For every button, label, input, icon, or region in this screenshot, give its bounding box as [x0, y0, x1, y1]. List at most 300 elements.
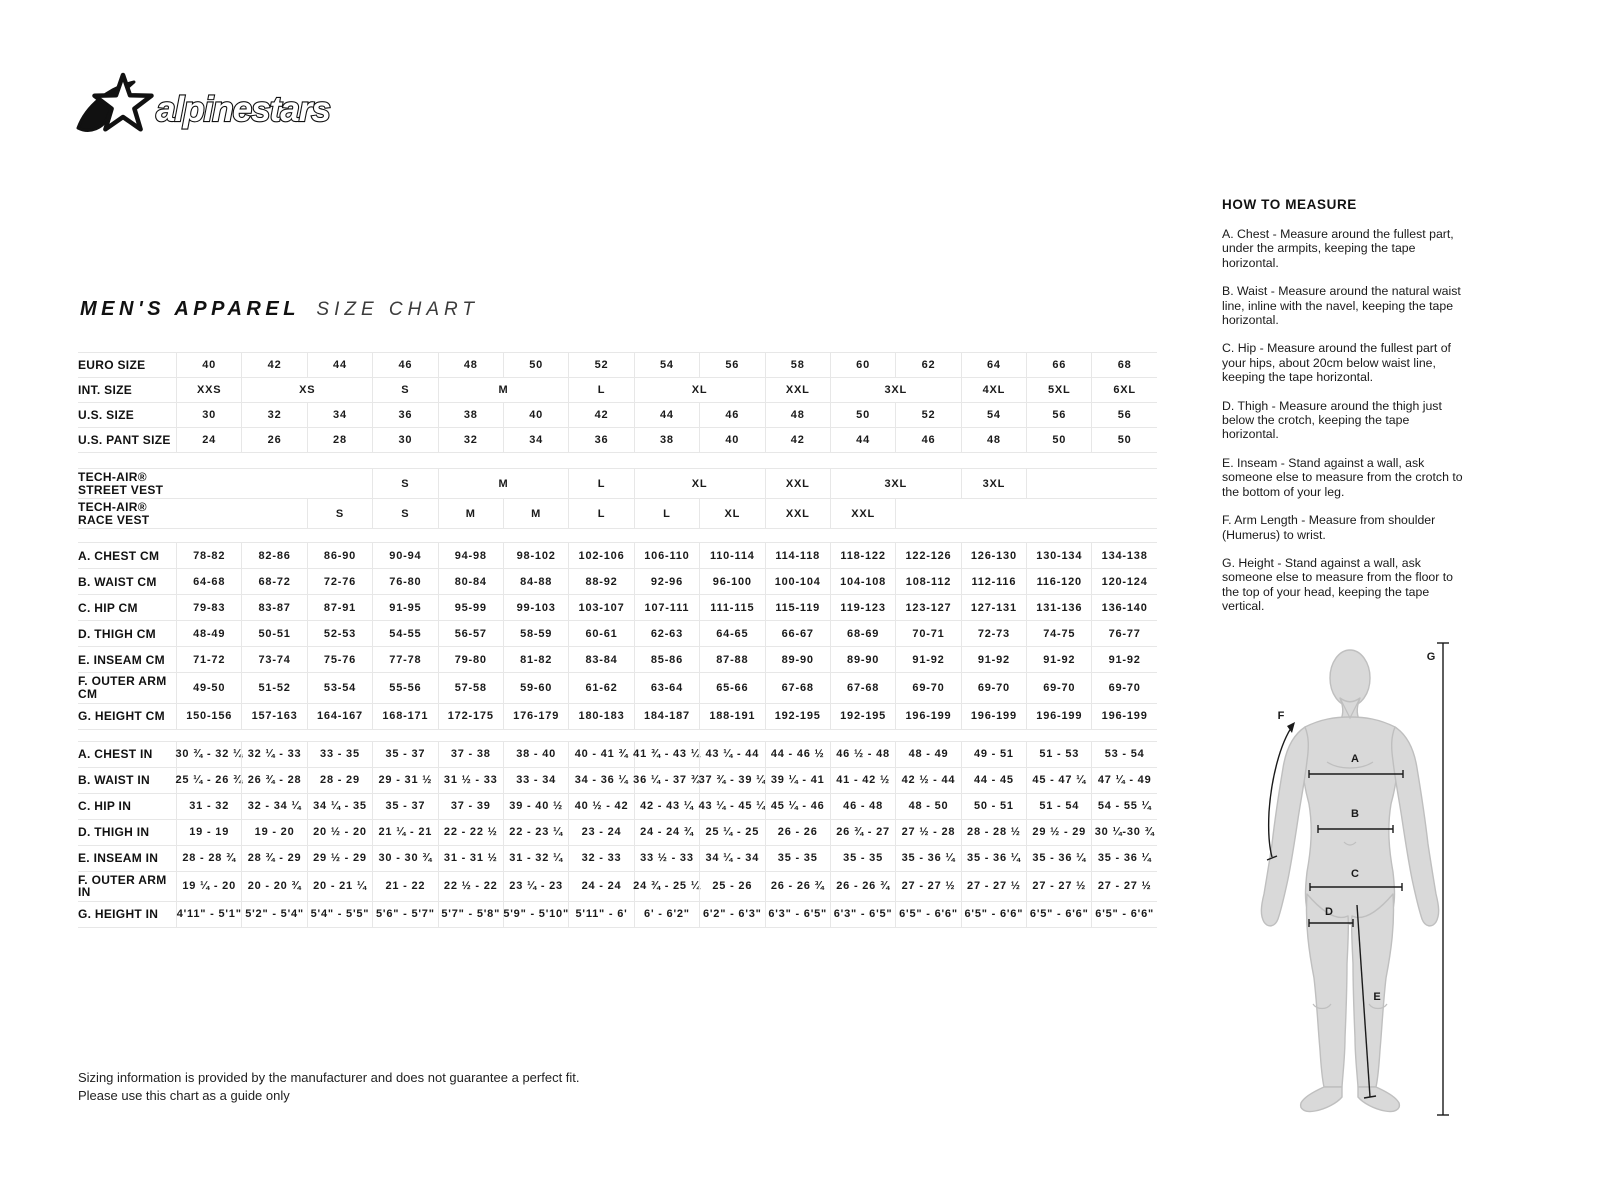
size-cell: 27 - 27 ½ — [895, 872, 960, 901]
row-label: E. INSEAM IN — [78, 850, 159, 865]
size-cell: 74-75 — [1026, 621, 1091, 646]
size-cell: 68-72 — [241, 569, 306, 594]
size-cell: XXL — [830, 499, 895, 528]
table-block — [78, 542, 1157, 729]
table-row — [78, 542, 1157, 568]
size-cell: 44 — [830, 428, 895, 452]
size-cell: 49 - 51 — [961, 742, 1026, 767]
table-row — [78, 845, 1157, 871]
label-arm-f: F — [1277, 710, 1285, 722]
how-to-measure-title: HOW TO MEASURE — [1222, 197, 1357, 212]
size-cell: 50 — [503, 353, 568, 377]
size-cell: 88-92 — [568, 569, 633, 594]
alpinestars-wordmark: alpinestars — [156, 90, 330, 129]
size-cell: 5XL — [1026, 378, 1091, 402]
table-row — [78, 377, 1157, 402]
size-cell: S — [372, 499, 437, 528]
size-cell: 66 — [1026, 353, 1091, 377]
label-thigh-d: D — [1325, 906, 1333, 918]
size-cell: 49-50 — [176, 673, 241, 702]
size-cell: 79-83 — [176, 595, 241, 620]
size-cell: 6XL — [1091, 378, 1156, 402]
size-cell: L — [568, 378, 633, 402]
size-cell: XL — [634, 469, 765, 498]
size-cell — [1026, 469, 1157, 498]
size-cell: 62-63 — [634, 621, 699, 646]
measure-instruction-arm: F. Arm Length - Measure from shoulder (Humerus) to wrist. — [1222, 513, 1436, 542]
size-cell: 64 — [961, 353, 1026, 377]
size-cell: 34 — [307, 403, 372, 427]
row-label: U.S. PANT SIZE — [78, 432, 171, 447]
table-row — [78, 703, 1157, 729]
size-cell: L — [568, 499, 633, 528]
footer-line-1: Sizing information is provided by the manufacturer and does not guarantee a perfect fit. — [78, 1070, 580, 1085]
table-row — [78, 646, 1157, 672]
size-cell: 5'11" - 6' — [568, 902, 633, 927]
size-cell: 5'7" - 5'8" — [438, 902, 503, 927]
size-cell — [176, 499, 307, 528]
size-cell: 91-92 — [1091, 647, 1156, 672]
size-cell: 45 - 47 ¼ — [1026, 768, 1091, 793]
size-cell: 32 — [241, 403, 306, 427]
row-label: C. HIP IN — [78, 798, 132, 813]
size-cell: 19 ¼ - 20 — [176, 872, 241, 901]
size-cell: 6'5" - 6'6" — [1091, 902, 1156, 927]
table-row — [78, 427, 1157, 452]
size-cell: 25 - 26 — [699, 872, 764, 901]
size-cell: M — [438, 469, 569, 498]
size-cell: 35 - 37 — [372, 742, 437, 767]
size-cell: 21 - 22 — [372, 872, 437, 901]
size-cell: 69-70 — [895, 673, 960, 702]
size-cell: 123-127 — [895, 595, 960, 620]
size-cell: 42 — [241, 353, 306, 377]
size-cell: 25 ¼ - 26 ¾ — [176, 768, 241, 793]
table-row — [78, 741, 1157, 767]
size-cell: 60-61 — [568, 621, 633, 646]
page-title — [80, 298, 479, 321]
row-label: B. WAIST CM — [78, 574, 157, 589]
size-cell: 30 — [176, 403, 241, 427]
size-cell: 131-136 — [1026, 595, 1091, 620]
size-cell: 70-71 — [895, 621, 960, 646]
size-cell: 80-84 — [438, 569, 503, 594]
size-cell: 5'9" - 5'10" — [503, 902, 568, 927]
row-label: E. INSEAM CM — [78, 652, 165, 667]
size-cell: 36 ¼ - 37 ¾ — [634, 768, 699, 793]
size-cell: 196-199 — [895, 704, 960, 729]
size-cell: 46 — [699, 403, 764, 427]
title-sub: SIZE CHART — [316, 299, 479, 320]
row-label: D. THIGH CM — [78, 626, 156, 641]
alpinestars-star-icon — [78, 75, 152, 130]
size-cell: 71-72 — [176, 647, 241, 672]
size-cell: XS — [241, 378, 372, 402]
table-block — [78, 468, 1157, 529]
size-cell: 59-60 — [503, 673, 568, 702]
size-cell: 188-191 — [699, 704, 764, 729]
size-cell: 41 ¾ - 43 ¼ — [634, 742, 699, 767]
measure-instruction-height: G. Height - Stand against a wall, ask someone else to measure from the floor to the top of your head, keeping the tape vertical. — [1222, 555, 1454, 614]
size-cell: 68-69 — [830, 621, 895, 646]
row-label: B. WAIST IN — [78, 772, 150, 787]
figure-left-foot — [1301, 1087, 1342, 1112]
size-cell: 32 - 34 ¼ — [241, 794, 306, 819]
size-cell: 64-68 — [176, 569, 241, 594]
size-cell: S — [372, 469, 437, 498]
figure-right-foot — [1358, 1087, 1399, 1112]
row-label: TECH-AIR® STREET VEST — [78, 470, 164, 497]
size-cell: 6'5" - 6'6" — [895, 902, 960, 927]
size-cell: S — [372, 378, 437, 402]
size-cell: 172-175 — [438, 704, 503, 729]
size-cell: 39 - 40 ½ — [503, 794, 568, 819]
size-cell: 76-77 — [1091, 621, 1156, 646]
size-cell: 91-92 — [1026, 647, 1091, 672]
size-cell: 3XL — [830, 469, 961, 498]
size-cell: 164-167 — [307, 704, 372, 729]
size-cell: 56 — [1026, 403, 1091, 427]
size-cell: 40 — [503, 403, 568, 427]
size-cell: 6'5" - 6'6" — [1026, 902, 1091, 927]
size-cell: 39 ¼ - 41 — [765, 768, 830, 793]
size-cell: 51 - 54 — [1026, 794, 1091, 819]
size-cell: 40 — [176, 353, 241, 377]
size-cell: 68 — [1091, 353, 1156, 377]
size-cell: 157-163 — [241, 704, 306, 729]
size-cell: 196-199 — [1026, 704, 1091, 729]
size-cell: 102-106 — [568, 543, 633, 568]
size-cell: 37 - 39 — [438, 794, 503, 819]
size-cell: 122-126 — [895, 543, 960, 568]
size-cell: 75-76 — [307, 647, 372, 672]
size-cell: 37 ¾ - 39 ¼ — [699, 768, 764, 793]
size-cell: 47 ¼ - 49 — [1091, 768, 1156, 793]
table-block — [78, 741, 1157, 928]
measure-instruction-thigh: D. Thigh - Measure around the thigh just below the crotch, keeping the tape horizontal. — [1222, 398, 1442, 442]
size-cell: 42 ½ - 44 — [895, 768, 960, 793]
size-cell: 35 - 37 — [372, 794, 437, 819]
size-cell: 67-68 — [765, 673, 830, 702]
size-cell: 25 ¼ - 25 — [699, 820, 764, 845]
size-cell: 24 ¾ - 25 ¼ — [634, 872, 699, 901]
size-cell: 56 — [699, 353, 764, 377]
footer-disclaimer — [78, 1069, 580, 1105]
row-label: G. HEIGHT IN — [78, 906, 159, 921]
size-cell: 31 ½ - 33 — [438, 768, 503, 793]
size-cell: 3XL — [830, 378, 961, 402]
size-cell: 54 — [961, 403, 1026, 427]
size-cell: 5'2" - 5'4" — [241, 902, 306, 927]
size-cell: 24 - 24 ¾ — [634, 820, 699, 845]
body-measurement-diagram — [1243, 632, 1461, 1137]
size-cell: 20 - 21 ¼ — [307, 872, 372, 901]
size-cell: 72-73 — [961, 621, 1026, 646]
size-cell: 192-195 — [765, 704, 830, 729]
size-cell: 31 - 32 — [176, 794, 241, 819]
row-label: EURO SIZE — [78, 357, 146, 372]
size-cell: 87-88 — [699, 647, 764, 672]
size-cell: 30 — [372, 428, 437, 452]
size-cell: 84-88 — [503, 569, 568, 594]
table-row — [78, 468, 1157, 498]
size-cell: 100-104 — [765, 569, 830, 594]
size-cell: 83-87 — [241, 595, 306, 620]
size-cell: 40 ½ - 42 — [568, 794, 633, 819]
size-cell: 56-57 — [438, 621, 503, 646]
row-label: F. OUTER ARM IN — [78, 872, 167, 900]
size-cell: 46 — [372, 353, 437, 377]
size-cell: 62 — [895, 353, 960, 377]
size-cell: 41 - 42 ½ — [830, 768, 895, 793]
size-cell: 43 ¼ - 45 ¼ — [699, 794, 764, 819]
size-cell: 46 ½ - 48 — [830, 742, 895, 767]
row-label: G. HEIGHT CM — [78, 708, 165, 723]
size-cell: 50 — [830, 403, 895, 427]
size-cell: 26 - 26 ¾ — [765, 872, 830, 901]
size-cell: 96-100 — [699, 569, 764, 594]
size-cell: 40 — [699, 428, 764, 452]
size-cell: 4XL — [961, 378, 1026, 402]
size-cell: XL — [634, 378, 765, 402]
size-cell: 19 - 19 — [176, 820, 241, 845]
size-cell — [895, 499, 1157, 528]
size-cell: 33 ½ - 33 — [634, 846, 699, 871]
size-cell: 94-98 — [438, 543, 503, 568]
size-cell: 26 - 26 ¾ — [830, 872, 895, 901]
size-cell: 22 ½ - 22 — [438, 872, 503, 901]
size-cell: 30 - 30 ¾ — [372, 846, 437, 871]
size-cell: 26 ¾ - 28 — [241, 768, 306, 793]
size-cell — [176, 469, 372, 498]
size-cell: 78-82 — [176, 543, 241, 568]
table-row — [78, 767, 1157, 793]
size-cell: 23 - 24 — [568, 820, 633, 845]
size-cell: 22 - 22 ½ — [438, 820, 503, 845]
size-cell: 36 — [568, 428, 633, 452]
size-cell: 31 - 31 ½ — [438, 846, 503, 871]
size-cell: 95-99 — [438, 595, 503, 620]
size-cell: 180-183 — [568, 704, 633, 729]
figure-head — [1330, 650, 1370, 706]
size-cell: 29 ½ - 29 — [1026, 820, 1091, 845]
size-cell: 6'2" - 6'3" — [699, 902, 764, 927]
size-cell: 50 — [1026, 428, 1091, 452]
size-cell: 48 - 50 — [895, 794, 960, 819]
size-cell: 90-94 — [372, 543, 437, 568]
size-cell: 24 — [176, 428, 241, 452]
size-cell: 115-119 — [765, 595, 830, 620]
label-chest-a: A — [1351, 753, 1359, 765]
table-row — [78, 819, 1157, 845]
height-measure-line — [1437, 643, 1449, 1115]
size-cell: 48-49 — [176, 621, 241, 646]
size-cell: 30 ¼-30 ¾ — [1091, 820, 1156, 845]
size-cell: 28 — [307, 428, 372, 452]
size-cell: 20 ½ - 20 — [307, 820, 372, 845]
size-cell: 5'4" - 5'5" — [307, 902, 372, 927]
size-cell: 184-187 — [634, 704, 699, 729]
size-cell: 48 - 49 — [895, 742, 960, 767]
size-cell: L — [568, 469, 633, 498]
size-cell: 150-156 — [176, 704, 241, 729]
size-cell: 32 - 33 — [568, 846, 633, 871]
size-cell: 38 - 40 — [503, 742, 568, 767]
alpinestars-logo — [68, 70, 358, 142]
size-cell: 61-62 — [568, 673, 633, 702]
size-cell: 127-131 — [961, 595, 1026, 620]
size-cell: 91-95 — [372, 595, 437, 620]
size-cell: 120-124 — [1091, 569, 1156, 594]
size-cell: 26 — [241, 428, 306, 452]
size-cell: 107-111 — [634, 595, 699, 620]
size-cell: M — [438, 499, 503, 528]
size-cell: 60 — [830, 353, 895, 377]
size-cell: 64-65 — [699, 621, 764, 646]
size-cell: 76-80 — [372, 569, 437, 594]
size-cell: 26 - 26 — [765, 820, 830, 845]
size-cell: 43 ¼ - 44 — [699, 742, 764, 767]
row-label: INT. SIZE — [78, 382, 133, 397]
size-cell: 6' - 6'2" — [634, 902, 699, 927]
size-cell: 130-134 — [1026, 543, 1091, 568]
measure-instruction-hip: C. Hip - Measure around the fullest part of your hips, about 20cm below waist line, keeping the tape horizontal. — [1222, 341, 1451, 385]
size-cell: 44 — [634, 403, 699, 427]
size-cell: 79-80 — [438, 647, 503, 672]
size-cell: 34 ¼ - 34 — [699, 846, 764, 871]
label-inseam-e: E — [1373, 991, 1381, 1003]
size-cell: 36 — [372, 403, 437, 427]
size-cell: XXL — [765, 378, 830, 402]
size-cell: 57-58 — [438, 673, 503, 702]
label-hip-c: C — [1351, 868, 1359, 880]
size-cell: 34 - 36 ¼ — [568, 768, 633, 793]
table-row — [78, 793, 1157, 819]
label-waist-b: B — [1351, 808, 1359, 820]
size-cell: 83-84 — [568, 647, 633, 672]
size-cell: 37 - 38 — [438, 742, 503, 767]
size-cell: 69-70 — [1026, 673, 1091, 702]
size-cell: 38 — [634, 428, 699, 452]
label-height-g: G — [1426, 651, 1436, 663]
size-cell: 63-64 — [634, 673, 699, 702]
size-cell: 48 — [961, 428, 1026, 452]
size-cell: 28 ¾ - 29 — [241, 846, 306, 871]
size-cell: 35 - 36 ¼ — [1026, 846, 1091, 871]
size-cell: L — [634, 499, 699, 528]
measure-instruction-chest: A. Chest - Measure around the fullest part, under the armpits, keeping the tape horizontal. — [1222, 227, 1454, 270]
size-cell: XXS — [176, 378, 241, 402]
size-cell: 89-90 — [830, 647, 895, 672]
size-cell: 85-86 — [634, 647, 699, 672]
size-cell: M — [438, 378, 569, 402]
size-cell: XXL — [765, 499, 830, 528]
size-cell: 33 - 34 — [503, 768, 568, 793]
size-cell: 54 - 55 ¼ — [1091, 794, 1156, 819]
size-cell: 58-59 — [503, 621, 568, 646]
size-cell: 73-74 — [241, 647, 306, 672]
size-cell: 42 — [568, 403, 633, 427]
size-cell: 82-86 — [241, 543, 306, 568]
size-cell: 91-92 — [961, 647, 1026, 672]
measure-instruction-inseam: E. Inseam - Stand against a wall, ask someone else to measure from the crotch to the bottom of your leg. — [1222, 455, 1463, 499]
size-cell: 22 - 23 ¼ — [503, 820, 568, 845]
size-cell: 89-90 — [765, 647, 830, 672]
size-cell: 29 ½ - 29 — [307, 846, 372, 871]
size-cell: 42 — [765, 428, 830, 452]
table-row — [78, 402, 1157, 427]
size-cell: 35 - 36 ¼ — [961, 846, 1026, 871]
table-row — [78, 901, 1157, 927]
size-cell: 26 ¾ - 27 — [830, 820, 895, 845]
size-cell: 4'11" - 5'1" — [176, 902, 241, 927]
size-cell: 112-116 — [961, 569, 1026, 594]
size-cell: 55-56 — [372, 673, 437, 702]
size-cell: 54 — [634, 353, 699, 377]
row-label: D. THIGH IN — [78, 824, 150, 839]
size-cell: 34 — [503, 428, 568, 452]
table-row — [78, 672, 1157, 702]
size-cell: 118-122 — [830, 543, 895, 568]
size-cell: 54-55 — [372, 621, 437, 646]
measure-instruction-waist: B. Waist - Measure around the natural waist line, inline with the navel, keeping the tape horizontal. — [1222, 284, 1461, 328]
size-cell: 51 - 53 — [1026, 742, 1091, 767]
size-cell: 3XL — [961, 469, 1026, 498]
size-cell: 116-120 — [1026, 569, 1091, 594]
table-row — [78, 594, 1157, 620]
row-label: F. OUTER ARM CM — [78, 674, 167, 701]
size-cell: 28 - 28 ¾ — [176, 846, 241, 871]
size-cell: 33 - 35 — [307, 742, 372, 767]
size-cell: 28 - 29 — [307, 768, 372, 793]
table-row — [78, 498, 1157, 528]
size-cell: 48 — [765, 403, 830, 427]
row-label: A. CHEST CM — [78, 548, 160, 563]
size-cell: 42 - 43 ¼ — [634, 794, 699, 819]
size-cell: 50 — [1091, 428, 1156, 452]
table-row — [78, 620, 1157, 646]
figure-right-arm — [1392, 727, 1439, 926]
size-cell: 45 ¼ - 46 — [765, 794, 830, 819]
size-cell: 104-108 — [830, 569, 895, 594]
size-cell: 27 - 27 ½ — [961, 872, 1026, 901]
size-cell: 91-92 — [895, 647, 960, 672]
footer-line-2: Please use this chart as a guide only — [78, 1088, 290, 1104]
size-cell: 40 - 41 ¾ — [568, 742, 633, 767]
size-cell: 27 - 27 ½ — [1026, 872, 1091, 901]
size-cell: 27 - 27 ½ — [1091, 872, 1156, 901]
size-cell: 50-51 — [241, 621, 306, 646]
size-cell: 50 - 51 — [961, 794, 1026, 819]
size-cell: 31 - 32 ¼ — [503, 846, 568, 871]
size-cell: 44 - 45 — [961, 768, 1026, 793]
size-cell: 6'5" - 6'6" — [961, 902, 1026, 927]
size-cell: 136-140 — [1091, 595, 1156, 620]
size-cell: 106-110 — [634, 543, 699, 568]
figure-torso — [1302, 717, 1398, 924]
size-cell: 38 — [438, 403, 503, 427]
size-cell: 192-195 — [830, 704, 895, 729]
size-cell: XXL — [765, 469, 830, 498]
row-label: A. CHEST IN — [78, 746, 153, 761]
size-cell: 87-91 — [307, 595, 372, 620]
size-cell: 134-138 — [1091, 543, 1156, 568]
size-cell: 108-112 — [895, 569, 960, 594]
size-cell: 58 — [765, 353, 830, 377]
table-row — [78, 871, 1157, 901]
table-row — [78, 568, 1157, 594]
size-cell: 103-107 — [568, 595, 633, 620]
